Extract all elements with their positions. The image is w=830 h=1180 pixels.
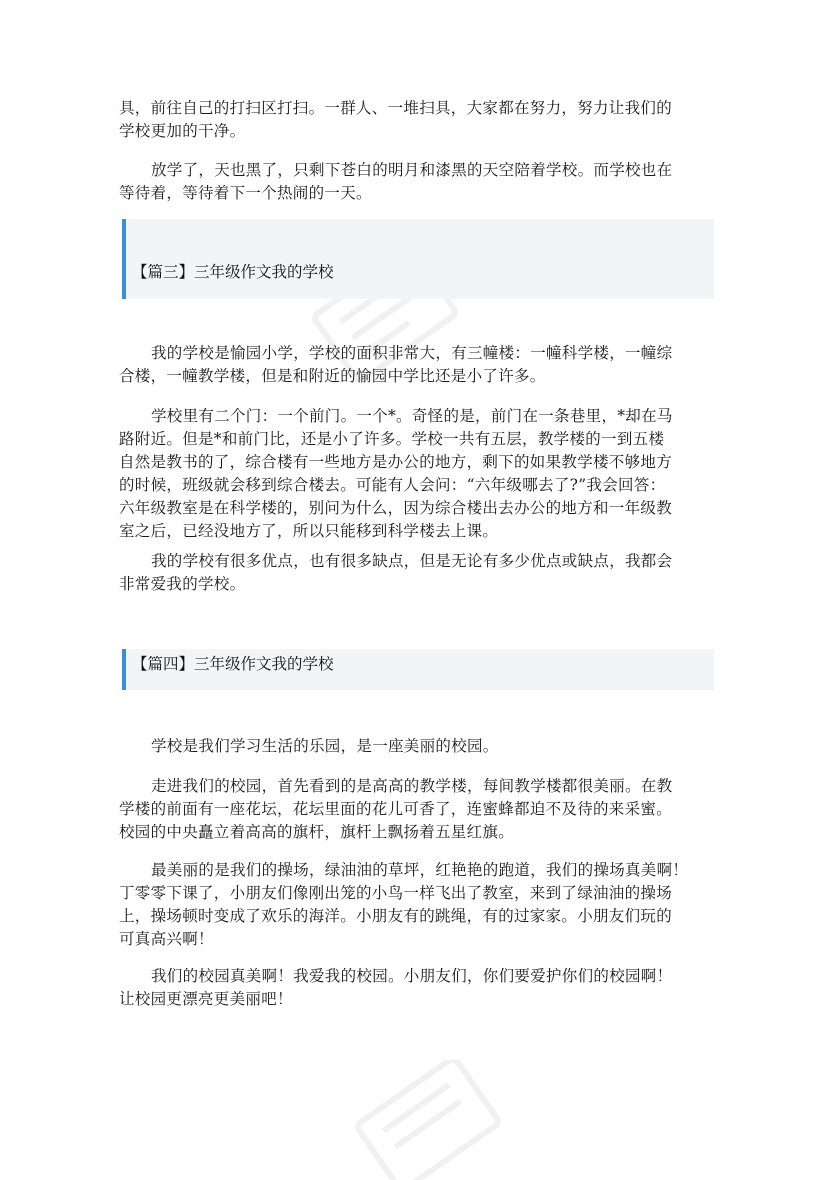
paragraph (119, 405, 719, 543)
section-heading: 【篇四】三年级作文我的学校 (132, 655, 334, 673)
text-line: 路附近。但是*和前门比，还是小了许多。学校一共有五层，教学楼的一到五楼 (119, 430, 665, 448)
paragraph (119, 550, 719, 596)
watermark-logo (340, 1060, 510, 1180)
section-heading-box (122, 649, 714, 690)
paragraph (119, 735, 719, 758)
paragraph (119, 775, 719, 844)
text-line: 让校园更漂亮更美丽吧！ (119, 990, 293, 1008)
text-line: 具，前往自己的打扫区打扫。一群人、一堆扫具，大家都在努力，努力让我们的 (119, 99, 673, 117)
section-heading: 【篇三】三年级作文我的学校 (132, 263, 334, 281)
text-line: 自然是教书的了，综合楼有一些地方是办公的地方，剩下的如果教学楼不够地方 (119, 453, 673, 471)
text-line: 校园的中央矗立着高高的旗杆，旗杆上飘扬着五星红旗。 (119, 823, 515, 841)
paragraph (119, 859, 719, 951)
text-line: 室之后，已经没地方了，所以只能移到科学楼去上课。 (119, 522, 499, 540)
text-line: 六年级教室是在科学楼的，别问为什么，因为综合楼出去办公的地方和一年级教 (119, 499, 673, 517)
text-line: 我的学校有很多优点，也有很多缺点，但是无论有多少优点或缺点，我都会 (151, 552, 673, 570)
text-line: 我们的校园真美啊！我爱我的校园。小朋友们，你们要爱护你们的校园啊！ (151, 967, 673, 985)
paragraph (119, 97, 719, 143)
text-line: 学校是我们学习生活的乐园，是一座美丽的校园。 (151, 737, 499, 755)
text-line: 学校里有二个门：一个前门。一个*。奇怪的是，前门在一条巷里，*却在马 (151, 407, 673, 425)
section-heading-box (122, 219, 714, 299)
text-line: 可真高兴啊！ (119, 930, 214, 948)
paragraph (119, 965, 719, 1011)
text-line: 等待着，等待着下一个热闹的一天。 (119, 184, 372, 202)
text-line: 放学了，天也黑了，只剩下苍白的明月和漆黑的天空陪着学校。而学校也在 (151, 161, 673, 179)
text-line: 学楼的前面有一座花坛，花坛里面的花儿可香了，连蜜蜂都迫不及待的来采蜜。 (119, 800, 673, 818)
text-line: 我的学校是愉园小学，学校的面积非常大，有三幢楼：一幢科学楼，一幢综 (151, 344, 673, 362)
text-line: 学校更加的干净。 (119, 122, 246, 140)
text-line: 的时候，班级就会移到综合楼去。可能有人会问：“六年级哪去了?”我会回答： (119, 476, 666, 494)
paragraph (119, 342, 719, 388)
text-line: 非常爱我的学校。 (119, 575, 246, 593)
text-line: 上，操场顿时变成了欢乐的海洋。小朋友有的跳绳，有的过家家。小朋友们玩的 (119, 907, 673, 925)
paragraph (119, 159, 719, 205)
text-line: 合楼，一幢教学楼，但是和附近的愉园中学比还是小了许多。 (119, 367, 546, 385)
text-line: 丁零零下课了，小朋友们像刚出笼的小鸟一样飞出了教室，来到了绿油油的操场 (119, 884, 673, 902)
text-line: 最美丽的是我们的操场，绿油油的草坪，红艳艳的跑道，我们的操场真美啊！ (151, 861, 689, 879)
text-line: 走进我们的校园，首先看到的是高高的教学楼，每间教学楼都很美丽。在教 (151, 777, 673, 795)
